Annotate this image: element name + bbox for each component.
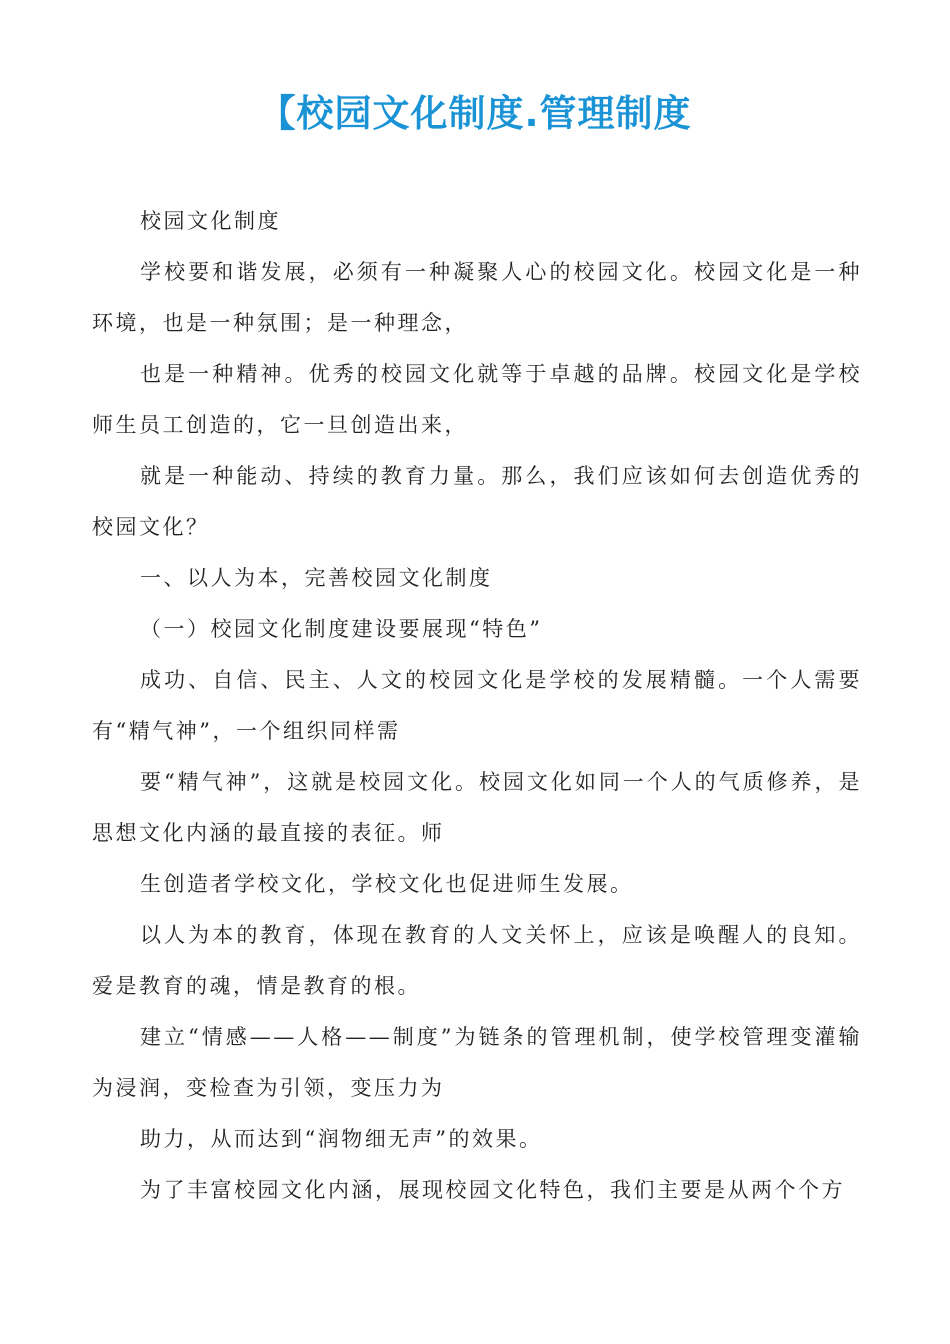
document-title: 【校园文化制度.管理制度 (258, 92, 692, 135)
paragraph: 就是一种能动、持续的教育力量。那么，我们应该如何去创造优秀的校园文化？ (92, 464, 862, 539)
paragraph: 也是一种精神。优秀的校园文化就等于卓越的品牌。校园文化是学校师生员工创造的，它一旦创造出来， (92, 362, 862, 437)
document-body (92, 196, 862, 1216)
paragraph: 为了丰富校园文化内涵，展现校园文化特色，我们主要是从两个个方 (140, 1178, 845, 1202)
paragraph: 成功、自信、民主、人文的校园文化是学校的发展精髓。一个人需要有“精气神”，一个组织同样需 (92, 668, 862, 743)
paragraph: 校园文化制度 (140, 209, 281, 233)
paragraph: 建立“情感——人格——制度”为链条的管理机制，使学校管理变灌输为浸润，变检查为引领，变压力为 (92, 1025, 862, 1100)
subsection-heading: （一）校园文化制度建设要展现“特色” (140, 617, 543, 641)
paragraph: 以人为本的教育，体现在教育的人文关怀上，应该是唤醒人的良知。爱是教育的魂，情是教育的根。 (92, 923, 862, 998)
paragraph: 学校要和谐发展，必须有一种凝聚人心的校园文化。校园文化是一种环境，也是一种氛围；是一种理念， (92, 260, 862, 335)
section-heading: 一、以人为本，完善校园文化制度 (140, 566, 493, 590)
paragraph: 助力，从而达到“润物细无声”的效果。 (140, 1127, 543, 1151)
paragraph: 生创造者学校文化，学校文化也促进师生发展。 (140, 872, 634, 896)
paragraph: 要“精气神”，这就是校园文化。校园文化如同一个人的气质修养，是思想文化内涵的最直接的表征。师 (92, 770, 862, 845)
